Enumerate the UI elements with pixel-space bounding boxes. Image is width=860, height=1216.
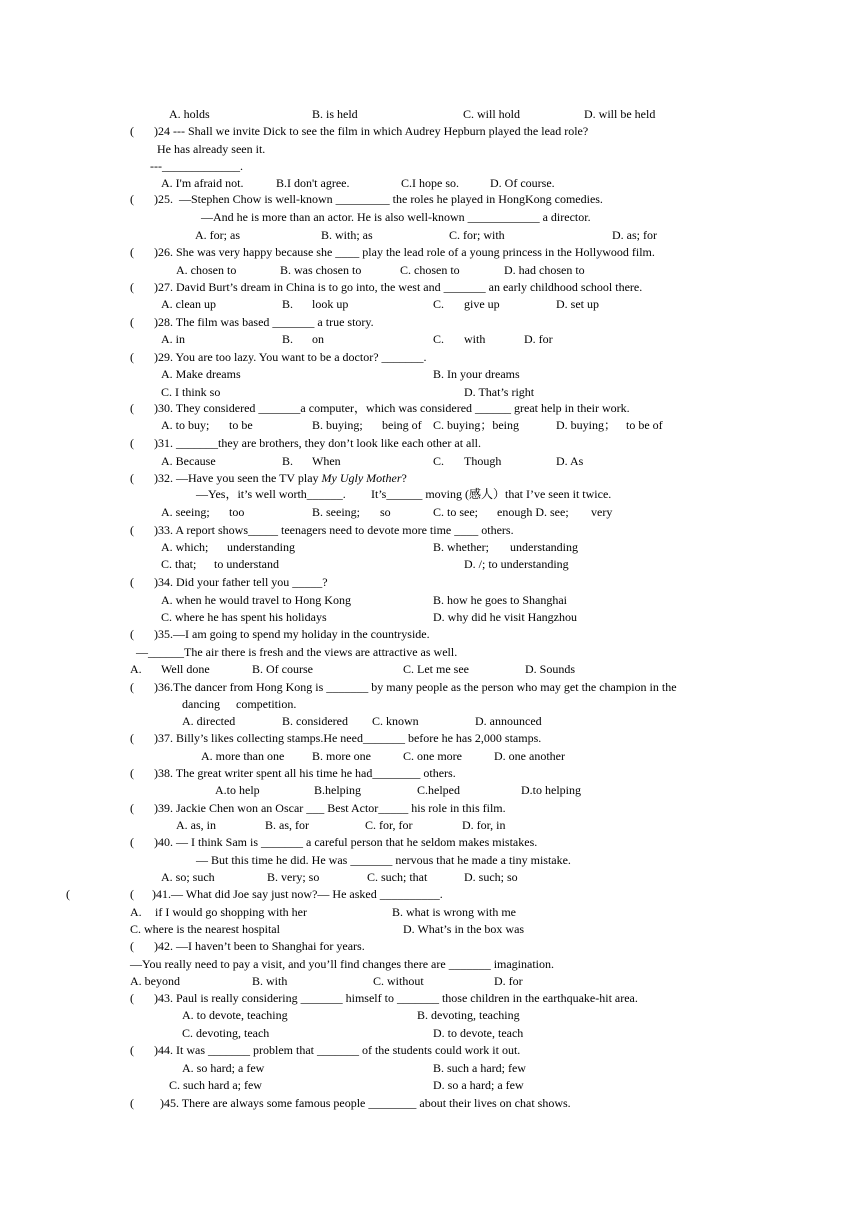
q31-stem: )31. _______they are brothers, they don’t look like each other at all. <box>154 436 482 450</box>
q35-option-a: Well done <box>161 662 210 676</box>
q32-stem-2: —Yes，it’s well worth______. <box>196 487 346 501</box>
q30-option-a-2: to be <box>229 418 253 432</box>
q32-option-b: B. seeing; <box>312 505 360 519</box>
q32-title-italic: My Ugly Mother <box>321 471 402 485</box>
q31-option-a: A. Because <box>161 454 216 468</box>
q36-option-b: B. considered <box>282 714 348 728</box>
q25-option-c: C. for; with <box>449 228 505 242</box>
q27-option-c-letter: C. <box>433 297 445 311</box>
q42-option-c: C. without <box>373 974 424 988</box>
q41-option-a: if I would go shopping with her <box>155 905 307 919</box>
q45-paren: ( <box>130 1096 134 1110</box>
q31-option-c-letter: C. <box>433 454 445 468</box>
q23-option-d: D. will be held <box>584 107 656 121</box>
q23-option-b: B. is held <box>312 107 358 121</box>
q41-option-c: C. where is the nearest hospital <box>130 922 280 936</box>
q37-option-a: A. more than one <box>201 749 285 763</box>
q30-stem: )30. They considered _______a computer，which was considered ______ great help in their work. <box>154 401 630 415</box>
q33-option-c: C. that; <box>161 557 197 571</box>
q38-paren: ( <box>130 766 134 780</box>
q29-option-a: A. Make dreams <box>161 367 241 381</box>
q41-stem: )41.— What did Joe say just now?— He asked __________. <box>152 887 443 901</box>
q41-stray-paren: ( <box>66 887 70 901</box>
q43-option-a: A. to devote, teaching <box>182 1008 288 1022</box>
q35-option-d: D. Sounds <box>525 662 576 676</box>
q30-option-b: B. buying; <box>312 418 363 432</box>
q40-option-d: D. such; so <box>464 870 518 884</box>
q26-option-d: D. had chosen to <box>504 263 585 277</box>
q24-stem-3: ---_____________. <box>150 159 243 173</box>
q39-stem: )39. Jackie Chen won an Oscar ___ Best Actor_____ his role in this film. <box>154 801 506 815</box>
q38-stem: )38. The great writer spent all his time he had________ others. <box>154 766 456 780</box>
q44-option-c: C. such hard a; few <box>169 1078 262 1092</box>
q37-option-c: C. one more <box>403 749 462 763</box>
q33-option-c-2: to understand <box>214 557 279 571</box>
q33-option-b: B. whether; <box>433 540 489 554</box>
q39-option-b: B. as, for <box>265 818 309 832</box>
q44-stem: )44. It was _______ problem that _______ of the students could work it out. <box>154 1043 521 1057</box>
q29-paren: ( <box>130 350 134 364</box>
q24-stem: )24 --- Shall we invite Dick to see the film in which Audrey Hepburn played the lead role? <box>154 124 589 138</box>
q25-stem-2: —And he is more than an actor. He is also well-known ____________ a director. <box>201 210 591 224</box>
q36-stem: )36.The dancer from Hong Kong is _______ by many people as the person who may get the champion in the <box>154 680 677 694</box>
q38-option-c: C.helped <box>417 783 460 797</box>
q34-option-d: D. why did he visit Hangzhou <box>433 610 577 624</box>
q28-paren: ( <box>130 315 134 329</box>
q32-option-d-2: very <box>591 505 613 519</box>
q38-option-b: B.helping <box>314 783 361 797</box>
q42-stem-2: —You really need to pay a visit, and you’ll find changes there are _______ imagination. <box>130 957 555 971</box>
q44-option-a: A. so hard; a few <box>182 1061 265 1075</box>
q45-stem: )45. There are always some famous people ________ about their lives on chat shows. <box>160 1096 571 1110</box>
q24-option-d: D. Of course. <box>490 176 555 190</box>
q37-stem: )37. Billy’s likes collecting stamps.He need_______ before he has 2,000 stamps. <box>154 731 542 745</box>
q28-option-c-letter: C. <box>433 332 445 346</box>
q29-option-c: C. I think so <box>161 385 221 399</box>
q26-option-a: A. chosen to <box>176 263 237 277</box>
q38-option-d: D.to helping <box>521 783 581 797</box>
q33-option-a-2: understanding <box>227 540 295 554</box>
q42-option-b: B. with <box>252 974 288 988</box>
q41-option-a-letter: A. <box>130 905 142 919</box>
q24-paren: ( <box>130 124 134 138</box>
q25-option-b: B. with; as <box>321 228 373 242</box>
q24-stem-2: He has already seen it. <box>157 142 266 156</box>
q32-option-a-2: too <box>229 505 245 519</box>
q30-paren: ( <box>130 401 134 415</box>
q27-option-c: give up <box>464 297 500 311</box>
q27-option-d: D. set up <box>556 297 599 311</box>
q40-paren: ( <box>130 835 134 849</box>
q35-option-c: C. Let me see <box>403 662 469 676</box>
q24-option-c: C.I hope so. <box>401 176 459 190</box>
q32-option-a: A. seeing; <box>161 505 210 519</box>
q39-option-a: A. as, in <box>176 818 216 832</box>
q39-paren: ( <box>130 801 134 815</box>
q34-paren: ( <box>130 575 134 589</box>
q30-option-a: A. to buy; <box>161 418 210 432</box>
q32-option-c-d: enough D. see; <box>497 505 569 519</box>
q37-option-b: B. more one <box>312 749 371 763</box>
q29-option-b: B. In your dreams <box>433 367 520 381</box>
q31-option-d: D. As <box>556 454 584 468</box>
q26-option-b: B. was chosen to <box>280 263 362 277</box>
q44-option-d: D. so a hard; a few <box>433 1078 524 1092</box>
q28-stem: )28. The film was based _______ a true story. <box>154 315 374 329</box>
q43-paren: ( <box>130 991 134 1005</box>
q26-option-c: C. chosen to <box>400 263 460 277</box>
q44-option-b: B. such a hard; few <box>433 1061 526 1075</box>
q25-option-a: A. for; as <box>195 228 240 242</box>
q30-option-d-2: to be of <box>626 418 663 432</box>
q23-option-c: C. will hold <box>463 107 521 121</box>
q31-option-b: When <box>312 454 341 468</box>
q34-option-c: C. where he has spent his holidays <box>161 610 327 624</box>
q43-option-b: B. devoting, teaching <box>417 1008 520 1022</box>
q28-option-c: with <box>464 332 486 346</box>
q33-option-a: A. which; <box>161 540 209 554</box>
q23-option-a: A. holds <box>169 107 210 121</box>
q30-option-d: D. buying； <box>556 418 617 432</box>
q27-stem: )27. David Burt’s dream in China is to go into, the west and _______ an early childhood school there. <box>154 280 643 294</box>
q33-paren: ( <box>130 523 134 537</box>
q34-option-b: B. how he goes to Shanghai <box>433 593 567 607</box>
q31-option-b-letter: B. <box>282 454 294 468</box>
q25-option-d: D. as; for <box>612 228 657 242</box>
q25-paren: ( <box>130 192 134 206</box>
q32-stem-text: )32. —Have you seen the TV play <box>154 471 322 485</box>
q30-option-c: C. buying；being <box>433 418 519 432</box>
q43-stem: )43. Paul is really considering _______ himself to _______ those children in the earthquake-hit area. <box>154 991 638 1005</box>
q41-option-d: D. What’s in the box was <box>403 922 525 936</box>
q33-stem: )33. A report shows_____ teenagers need to devote more time ____ others. <box>154 523 514 537</box>
q29-option-d: D. That’s right <box>464 385 535 399</box>
q31-paren: ( <box>130 436 134 450</box>
q26-paren: ( <box>130 245 134 259</box>
q40-option-c: C. such; that <box>367 870 428 884</box>
q27-option-b: look up <box>312 297 349 311</box>
q27-option-b-letter: B. <box>282 297 294 311</box>
q40-option-a: A. so; such <box>161 870 215 884</box>
q32-stem-3: It’s______ moving (感人）that I’ve seen it twice. <box>371 487 612 501</box>
q27-option-a: A. clean up <box>161 297 216 311</box>
q34-stem: )34. Did your father tell you _____? <box>154 575 328 589</box>
q28-option-d: D. for <box>524 332 553 346</box>
q28-option-b-letter: B. <box>282 332 294 346</box>
q24-option-b: B.I don't agree. <box>276 176 350 190</box>
q36-option-a: A. directed <box>182 714 236 728</box>
q32-stem-end: ? <box>401 471 407 485</box>
q43-option-c: C. devoting, teach <box>182 1026 270 1040</box>
q35-option-a-letter: A. <box>130 662 142 676</box>
q39-option-c: C. for, for <box>365 818 413 832</box>
q33-option-b-2: understanding <box>510 540 578 554</box>
q29-stem: )29. You are too lazy. You want to be a doctor? _______. <box>154 350 427 364</box>
q35-paren: ( <box>130 627 134 641</box>
q41-paren: ( <box>130 887 134 901</box>
q36-paren: ( <box>130 680 134 694</box>
q41-option-b: B. what is wrong with me <box>392 905 516 919</box>
q28-option-a: A. in <box>161 332 185 346</box>
q25-stem: )25. —Stephen Chow is well-known _________ the roles he played in HongKong comedies. <box>154 192 603 206</box>
q42-paren: ( <box>130 939 134 953</box>
q35-stem: )35.—I am going to spend my holiday in the countryside. <box>154 627 430 641</box>
q32-option-c: C. to see; <box>433 505 478 519</box>
q39-option-d: D. for, in <box>462 818 506 832</box>
q40-stem-2: — But this time he did. He was _______ nervous that he made a tiny mistake. <box>196 853 571 867</box>
q44-paren: ( <box>130 1043 134 1057</box>
q42-option-d: D. for <box>494 974 523 988</box>
q42-option-a: A. beyond <box>130 974 180 988</box>
q36-stem-2a: dancing <box>182 697 220 711</box>
q42-stem: )42. —I haven’t been to Shanghai for years. <box>154 939 365 953</box>
q32-option-b-2: so <box>380 505 391 519</box>
q36-option-c: C. known <box>372 714 419 728</box>
q30-option-b-2: being of <box>382 418 422 432</box>
q36-stem-2b: competition. <box>236 697 297 711</box>
q37-paren: ( <box>130 731 134 745</box>
q27-paren: ( <box>130 280 134 294</box>
q32-paren: ( <box>130 471 134 485</box>
q35-stem-2: —______The air there is fresh and the views are attractive as well. <box>136 645 458 659</box>
q26-stem: )26. She was very happy because she ____ play the lead role of a young princess in the Hollywood film. <box>154 245 655 259</box>
q34-option-a: A. when he would travel to Hong Kong <box>161 593 351 607</box>
q36-option-d: D. announced <box>475 714 542 728</box>
q35-option-b: B. Of course <box>252 662 313 676</box>
q38-option-a: A.to help <box>215 783 260 797</box>
q40-option-b: B. very; so <box>267 870 320 884</box>
q24-option-a: A. I'm afraid not. <box>161 176 244 190</box>
q43-option-d: D. to devote, teach <box>433 1026 524 1040</box>
q32-stem <box>154 471 407 485</box>
q28-option-b: on <box>312 332 324 346</box>
q37-option-d: D. one another <box>494 749 565 763</box>
q31-option-c: Though <box>464 454 502 468</box>
q33-option-d: D. /; to understanding <box>464 557 569 571</box>
q40-stem: )40. — I think Sam is _______ a careful person that he seldom makes mistakes. <box>154 835 538 849</box>
